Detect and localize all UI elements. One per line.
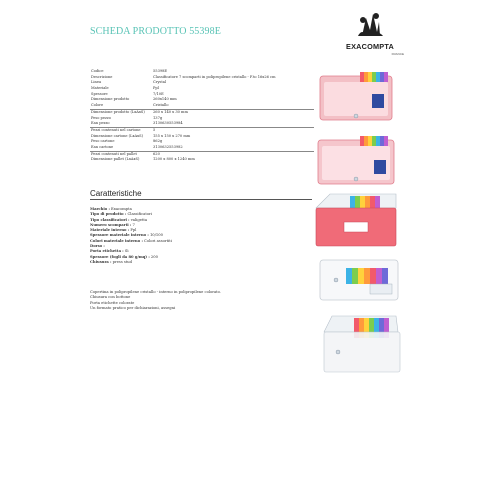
brand-name: EXACOMPTA <box>346 42 394 51</box>
spec-row <box>90 127 314 134</box>
spec-label: Colore <box>91 103 104 108</box>
spec-label: Spessore <box>91 91 108 96</box>
spec-value: 862g <box>153 139 163 144</box>
spec-label: Dimensione prodotto (LxAxS) <box>91 109 145 114</box>
description-line: Un formato pratico per dichiarazioni, assegni <box>90 305 176 310</box>
spec-value: 7/10E <box>153 91 164 96</box>
spec-label: Dimensione cartone (LxAxS) <box>91 133 143 138</box>
characteristic-label: Materiale interno : <box>90 228 130 233</box>
description-line: Porta etichette colorate <box>90 300 135 305</box>
characteristic-value: press stud <box>112 259 132 264</box>
spec-row <box>90 157 314 163</box>
brand-subtitle: FRANCE <box>391 52 404 56</box>
spec-row <box>90 103 314 109</box>
characteristic-value: 200 <box>150 254 158 259</box>
spec-row <box>90 121 314 127</box>
spec-label: Pezzi contenuti nel cartone <box>91 127 141 132</box>
characteristics-list <box>90 207 314 265</box>
spec-value: 155 x 150 x 270 mm <box>153 133 191 138</box>
spec-label: Dimensione pallet (LxAxS) <box>91 157 140 162</box>
spec-label: Descrizione <box>91 74 113 79</box>
characteristic-label: Porta etichetta : <box>90 249 124 254</box>
spec-label: Materiale <box>91 86 109 91</box>
spec-value: Ppl <box>153 86 159 91</box>
characteristic-value: Sì <box>124 249 129 254</box>
characteristic-label: Dorso : <box>90 244 105 249</box>
product-photo-5 <box>318 308 404 378</box>
product-photo-3 <box>310 188 402 252</box>
spec-label: Ean pezzo <box>91 121 110 126</box>
section-title-characteristics: Caratteristiche <box>90 189 142 198</box>
characteristic-label: Tipo classificatori : <box>90 217 130 222</box>
spec-label: Codice <box>91 69 104 73</box>
spec-label: Linea <box>91 80 102 85</box>
spec-row <box>90 145 314 151</box>
characteristic-value: 7 <box>132 222 135 227</box>
spec-value: 3130630553984 <box>153 121 183 126</box>
spec-row <box>90 151 314 158</box>
page-title: SCHEDA PRODOTTO 55398E <box>90 26 221 37</box>
product-photo-4 <box>316 254 402 304</box>
characteristic-label: Tipo di prodotto : <box>90 212 127 217</box>
characteristic-label: Spessore materiale interno : <box>90 233 149 238</box>
spec-value: 5 <box>153 127 156 132</box>
spec-table <box>90 69 314 163</box>
brand-logo-icon <box>336 6 404 42</box>
characteristic-label: Marchio : <box>90 207 110 211</box>
characteristic-label: Colori materiale interno : <box>90 238 143 243</box>
spec-row <box>90 109 314 116</box>
product-description <box>90 290 314 311</box>
characteristic-label: Chiusura : <box>90 259 112 264</box>
spec-label: Peso cartone <box>91 139 115 144</box>
spec-value: 260 x 140 x 30 mm <box>153 109 188 114</box>
spec-value: Crystal <box>153 80 167 85</box>
spec-value: 137g <box>153 115 163 120</box>
spec-value: 620 <box>153 151 160 156</box>
spec-label: Peso pezzo <box>91 115 111 120</box>
characteristic-label: Numero scomparti : <box>90 222 132 227</box>
spec-value: 260x140 mm <box>153 97 177 102</box>
product-photo-2 <box>314 132 398 188</box>
characteristic-value: 10/100 <box>149 233 163 238</box>
characteristic-item <box>90 260 314 265</box>
characteristic-value: Classificatori <box>127 212 152 217</box>
spec-value: 3130632553982 <box>153 144 183 149</box>
product-photo-1 <box>316 70 396 126</box>
description-line: Chiusura con bottone <box>90 295 131 300</box>
brand-logo <box>336 6 404 60</box>
spec-value: 55398E <box>153 69 168 73</box>
characteristic-value: Colori assortiti <box>144 238 172 243</box>
characteristic-label: Spessore (fogli da 80 g/mq) : <box>90 254 150 259</box>
characteristic-value: Exacompta <box>111 207 132 211</box>
characteristic-value: valigetta <box>130 217 148 222</box>
description-line: Copertina in polipropilene cristallo - interno in polipropilene colorato. <box>90 290 221 294</box>
section-divider <box>90 199 312 200</box>
spec-label: Pezzi contenuti nel pallet <box>91 151 137 156</box>
spec-value: 1200 x 800 x 1240 mm <box>153 157 195 162</box>
spec-value: Classificatore 7 scomparti in polipropilene cristallo - F.to 16x26 cm <box>153 74 276 79</box>
spec-label: Ean cartone <box>91 144 114 149</box>
characteristic-value: Ppl <box>130 228 137 233</box>
spec-value: Cristallo <box>153 103 169 108</box>
spec-label: Dimensione prodotto <box>91 97 130 102</box>
